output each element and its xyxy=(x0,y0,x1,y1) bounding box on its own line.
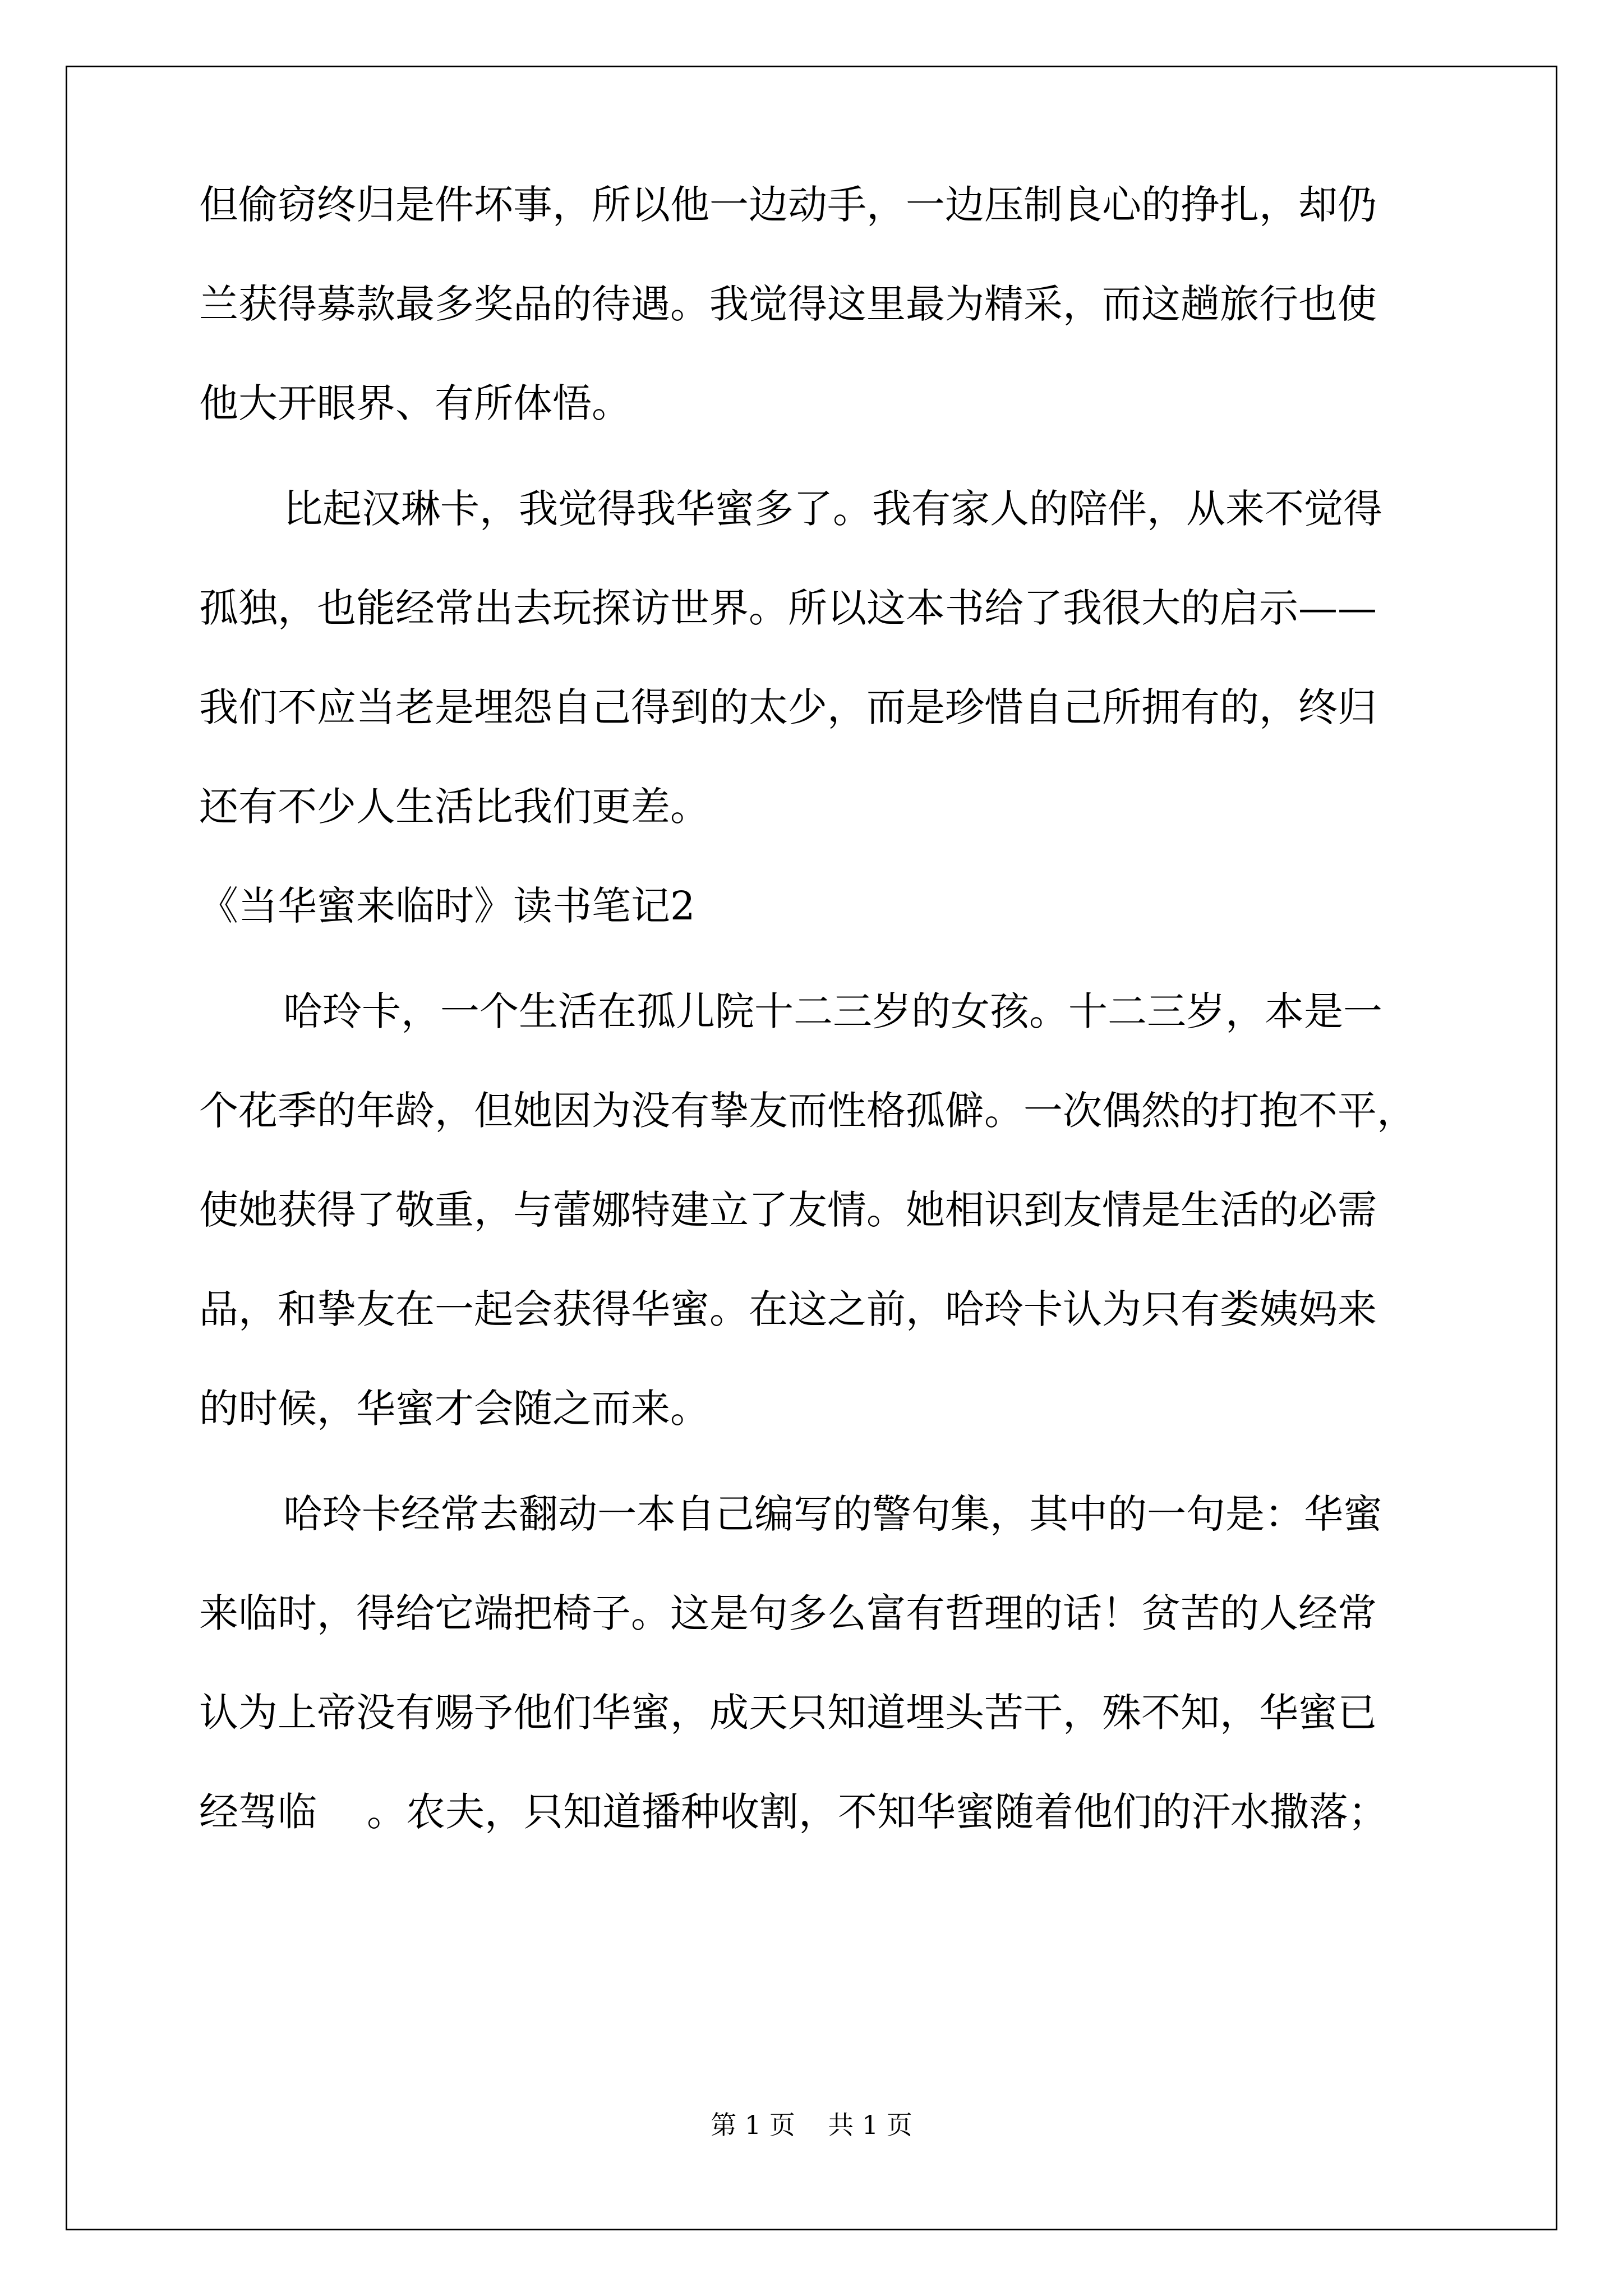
text-line: 孤独，也能经常出去玩探访世界。所以这本书给了我很大的启示—— xyxy=(199,585,1377,631)
document-body xyxy=(199,182,1455,1892)
text-line: 还有不少人生活比我们更差。 xyxy=(199,784,709,830)
text-line: 认为上帝没有赐予他们华蜜，成天只知道埋头苦干，殊不知，华蜜已 xyxy=(199,1690,1377,1736)
text-line: 来临时，得给它端把椅子。这是句多么富有哲理的话！贫苦的人经常 xyxy=(199,1590,1377,1636)
text-line: 经驾临 。农夫，只知道播种收割，不知华蜜随着他们的汗水撒落； xyxy=(199,1789,1388,1835)
page-number: 第 1 页 共 1 页 xyxy=(711,2110,912,2140)
text-line: 哈玲卡经常去翻动一本自己编写的警句集，其中的一句是：华蜜 xyxy=(283,1491,1382,1537)
text-line: 品，和挚友在一起会获得华蜜。在这之前，哈玲卡认为只有娄姨妈来 xyxy=(199,1286,1377,1332)
text-line: 他大开眼界、有所体悟。 xyxy=(199,380,631,426)
text-line: 的时候，华蜜才会随之而来。 xyxy=(199,1386,709,1432)
text-line: 但偷窃终归是件坏事，所以他一边动手，一边压制良心的挣扎，却仍 xyxy=(199,182,1377,228)
text-line: 个花季的年龄，但她因为没有挚友而性格孤僻。一次偶然的打抱不平， xyxy=(199,1088,1416,1134)
section-heading: 《当华蜜来临时》读书笔记2 xyxy=(199,883,695,929)
text-line: 哈玲卡，一个生活在孤儿院十二三岁的女孩。十二三岁，本是一 xyxy=(283,988,1382,1034)
text-line: 比起汉琳卡，我觉得我华蜜多了。我有家人的陪伴，从来不觉得 xyxy=(283,486,1382,532)
text-line: 使她获得了敬重，与蕾娜特建立了友情。她相识到友情是生活的必需 xyxy=(199,1187,1377,1233)
text-line: 我们不应当老是埋怨自己得到的太少，而是珍惜自己所拥有的，终归 xyxy=(199,684,1377,730)
text-line: 兰获得募款最多奖品的待遇。我觉得这里最为精采，而这趟旅行也使 xyxy=(199,281,1377,327)
